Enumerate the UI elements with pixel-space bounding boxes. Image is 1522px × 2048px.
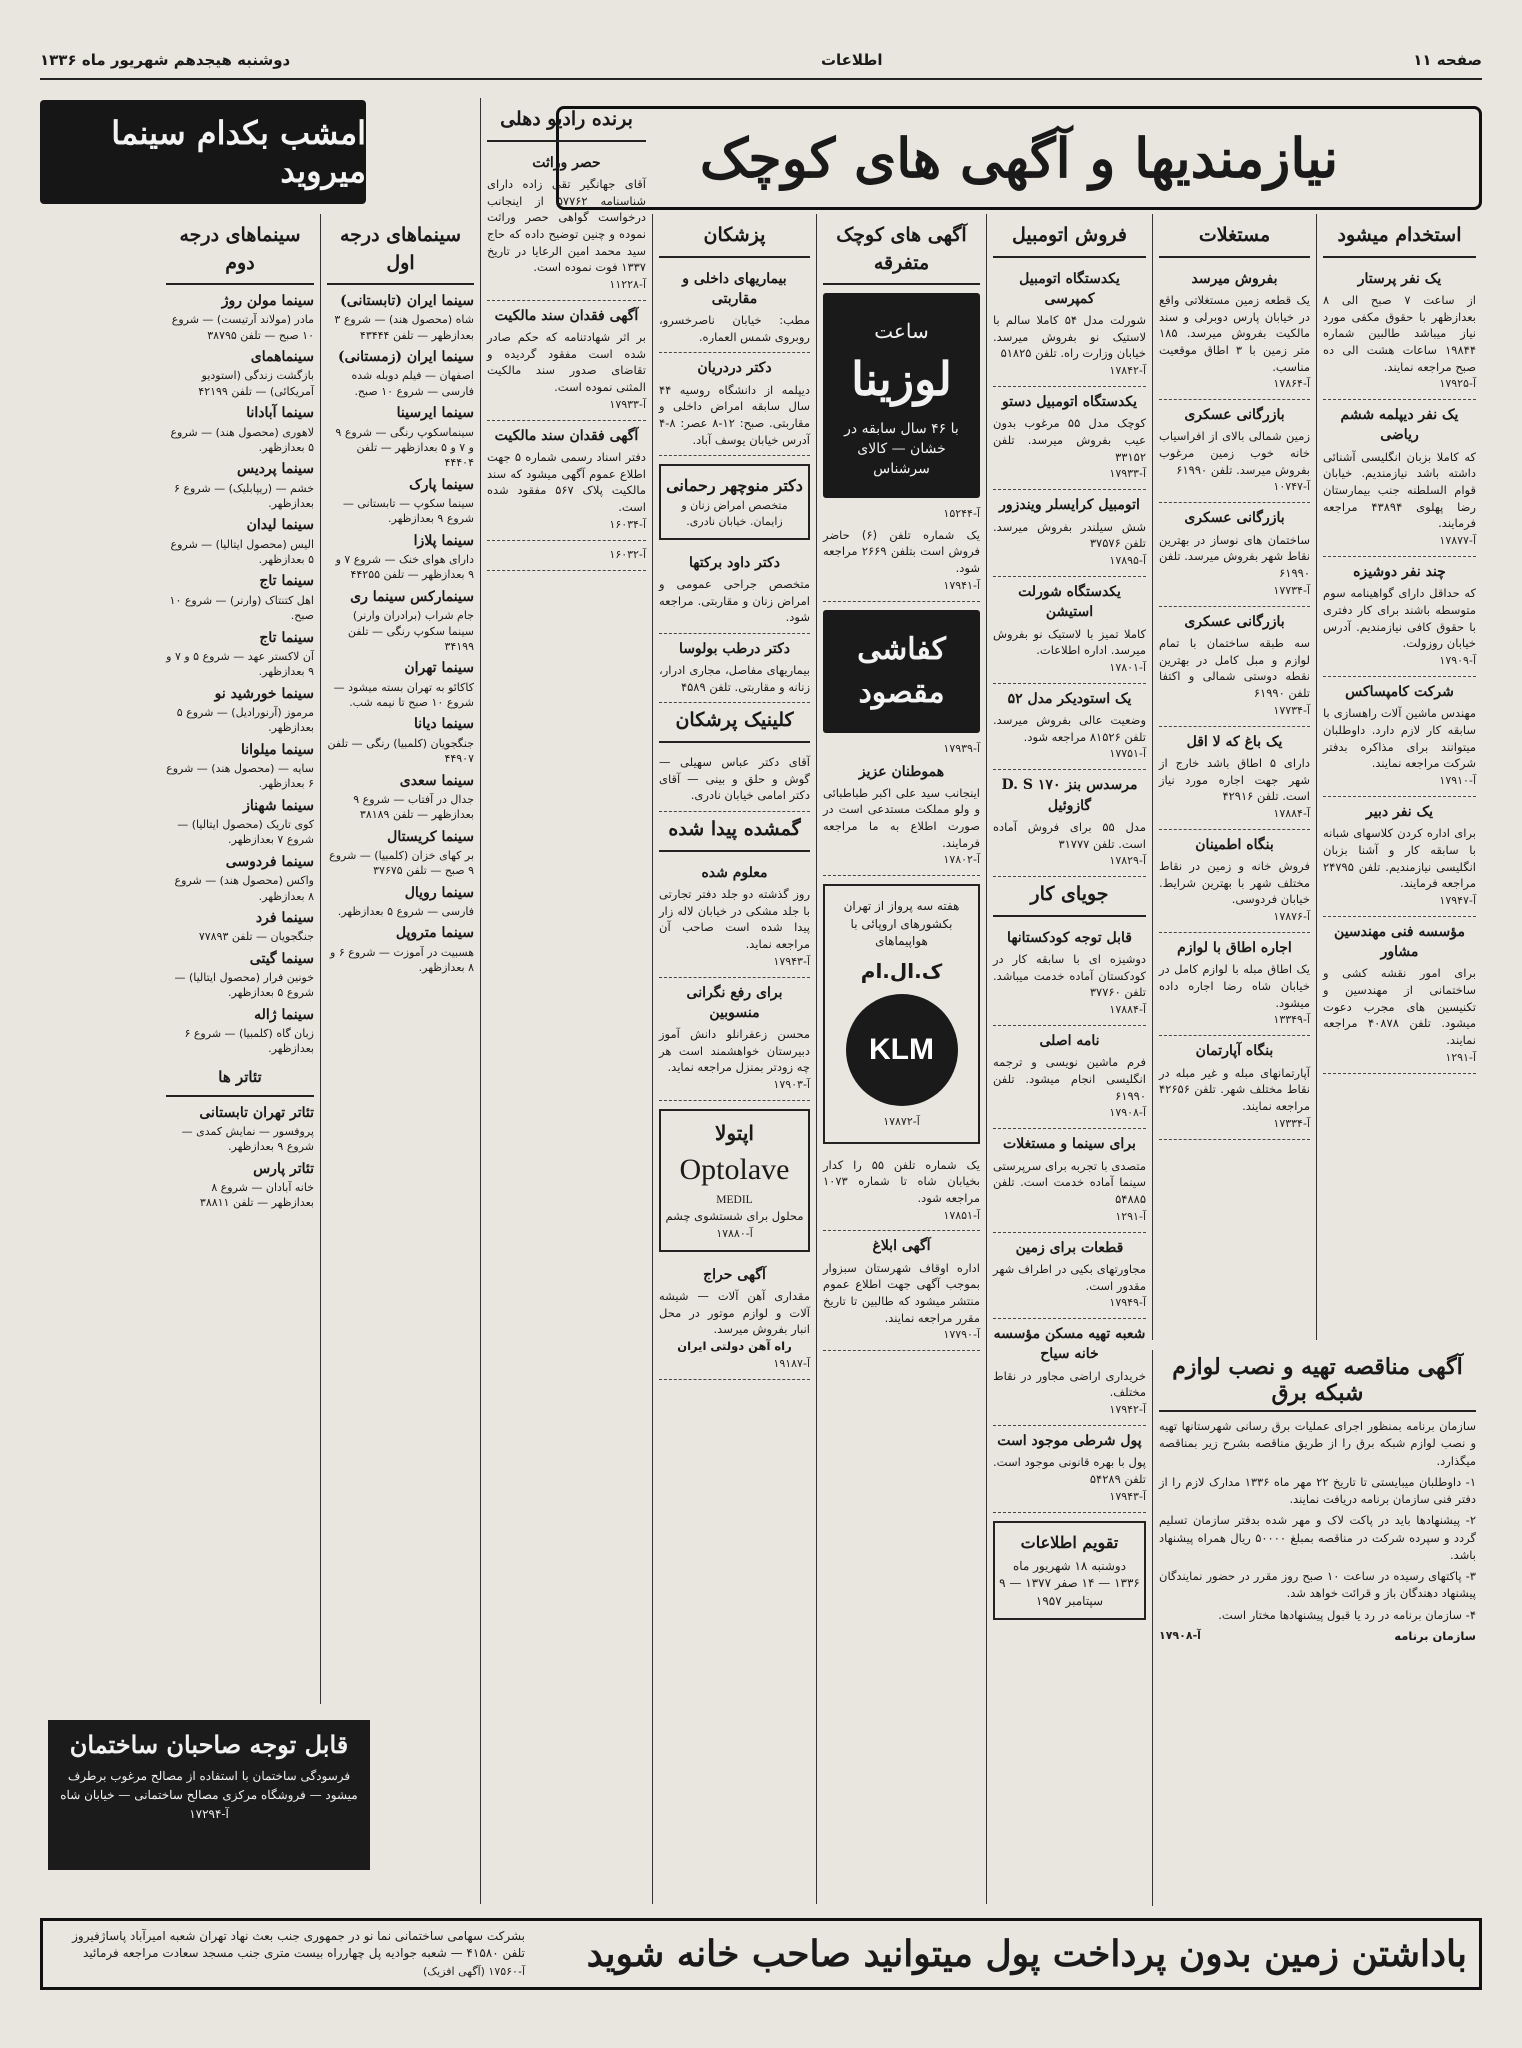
builders-ad: قابل توجه صاحبان ساختمان فرسودگی ساختمان با استفاده از مصالح مرغوب برطرف میشود — فروشگاه مرکزی مصالح ساختمانی — خیابان شاه آ-۱۷۲۹۴: [48, 1720, 370, 1870]
bottom-details: بشرکت سهامی ساختمانی نما نو در جمهوری جنب بعث نهاد تهران شعبه امیرآباد پاساژفیروز تلفن ۴۱۵۸۰ — شعبه جوادیه پل چهارراه بیست متری جنب مسجد سعادت مراجعه فرمائید آ-۱۷۵۶۰ (آگهی افزیک): [72, 1928, 525, 1978]
bottom-headline: باداشتن زمین بدون پرداخت پول میتوانید صاحب خانه شوید: [586, 1933, 1467, 1975]
employment-column: [1316, 214, 1482, 1340]
list-item: سینما گیتی خونین فرار (محصول ایتالیا) — شروع ۵ بعدازظهر.: [174, 950, 314, 1000]
list-item: سینما پلازا دارای هوای خنک — شروع ۷ و ۹ بعدازظهر — تلفن ۴۴۲۵۵: [335, 532, 474, 582]
list-item: سینما فرد جنگجویان — تلفن ۷۷۸۹۳: [198, 909, 314, 944]
list-item: سینما مولن روژ مادر (مولاند آرتیست) — شروع ۱۰ صبح — تلفن ۳۸۷۹۵: [171, 293, 314, 342]
auto-title: فروش اتومبیل: [993, 218, 1146, 258]
list-item: دکتر دردریان دیپلمه از دانشگاه روسیه ۴۴ سال سابقه امراض داخلی و مقاربتی. صبح: ۱۲-۸ عصر: ۸-۴ آدرس خیابان یوسف آباد.: [659, 353, 810, 456]
list-item: سینما لیدان الیس (محصول ایتالیا) — شروع ۵ بعدازظهر.: [170, 517, 314, 567]
list-item: یکدستگاه اتومبیل دستو کوچک مدل ۵۵ مرغوب بدون عیب بفروش میرسد. تلفن ۳۳۱۵۲ آ-۱۷۹۳۳: [993, 387, 1146, 490]
list-item: یکدستگاه شورلت استیشن کاملا تمیز با لاستیک نو بفروش میرسد. اداره اطلاعات. آ-۱۷۸۰۱: [993, 577, 1146, 684]
list-item: شرکت کامپساکس مهندس ماشین آلات راهسازی با سابقه کار لازم دارد. داوطلبان میتوانند برای مذاکره بدفتر شرکت مراجعه نمایند. آ-۱۷۹۱۰: [1323, 677, 1476, 797]
list-item: شعبه تهیه مسکن مؤسسه خانه سیاح خریداری اراضی مجاور در نقاط مختلف. آ-۱۷۹۴۲: [993, 1319, 1146, 1426]
tender-notice: آگهی مناقصه تهیه و نصب لوازم شبکه برق سازمان برنامه بمنظور اجرای عملیات برق رسانی شهرستانها تهیه و نصب لوازم شبکه برق را از طریق مناقصه بشرح زیر بمناقصه میگذارد. ۱- داوطلبان میبایستی تا تاریخ ۲۲ مهر ماه ۱۳۳۶ مدارک لازم را از دفتر فنی سازمان برنامه دریافت نمایند. ۲- پیشنهادها باید در پاکت لاک و مهر شده بدفتر سازمان تسلیم گردد و سپرده شرکت در مناقصه بمبلغ ۵۰۰۰۰ ریال همراه پیشنهاد باشد. ۳- پاکتهای رسیده در ساعت ۱۰ صبح روز مقرر در حضور نمایندگان پیشنهاد دهندگان باز و قرائت خواهد شد. ۴- سازمان برنامه در رد یا قبول پیشنهادها مختار است. سازمان برنامه آ-۱۷۹۰۸: [1152, 1350, 1482, 1906]
page-number: صفحه ۱۱: [1413, 51, 1482, 69]
list-item: معلوم شده روز گذشته دو جلد دفتر تجارتی با جلد مشکی در خیابان لاله زار پیدا شده است صاحب آن مراجعه نماید. آ-۱۷۹۴۳: [659, 858, 810, 978]
list-item: آگهی حراج مقداری آهن آلات — شیشه آلات و لوازم موتور در محل انبار بفروش میرسد. راه آهن دولتی ایران آ-۱۹۱۸۷: [659, 1260, 810, 1380]
list-item: قطعات برای زمین مجاورتهای بکیی در اطراف شهر مقدور است. آ-۱۷۹۴۹: [993, 1233, 1146, 1320]
list-item: آقای دکتر عباس سهیلی — گوش و حلق و بینی — آقای دکتر امامی خیابان نادری.: [659, 749, 810, 812]
list-item: برای رفع نگرانی منسوبین محسن زعفرانلو دانش آموز دبیرستان خواهشمند است هر چه زودتر بمنزل مراجعه نماید. آ-۱۷۹۰۳: [659, 978, 810, 1102]
list-item: سینما آبادانا لاهوری (محصول هند) — شروع ۵ بعدازظهر.: [170, 405, 314, 454]
list-item: سینما ایران (زمستانی) اصفهان — فیلم دوبله شده فارسی — شروع ۱۰ صبح.: [337, 349, 474, 398]
list-item: هموطنان عزیز اینجانب سید علی اکبر طباطبائی و ولو مملکت مستدعی است در صورت اطلاع به ما مراجعه فرمایند. آ-۱۷۸۰۲: [823, 757, 980, 877]
cinema-second-class-column: [160, 214, 320, 1704]
list-item: دکتر درطب بولوسا بیماریهای مفاصل، مجاری ادرار، زنانه و مقاربتی. تلفن ۴۵۸۹: [659, 634, 810, 704]
list-item: سینما تهران کاکائو به تهران بسته میشود — شروع ۱۰ صبح تا نیمه شب.: [333, 660, 474, 710]
doctor-card: دکتر منوچهر رحمانی متخصص امراض زنان و زایمان. خیابان نادری.: [659, 464, 810, 539]
list-item: سینما تاج اهل کتنتاک (وارنر) — شروع ۱۰ صبح.: [169, 573, 314, 623]
lost-found-title: گمشده پیدا شده: [659, 812, 810, 852]
property-column: [1152, 214, 1316, 1340]
shoe-shop-ad: کفاشی مقصود: [823, 610, 980, 733]
list-item: سینما شهناز کوی تاریک (محصول ایتالیا) — شروع ۷ بعدازظهر.: [177, 797, 314, 847]
list-item: سینما پارک سینما سکوپ — تابستانی — شروع ۹ بعدازظهر.: [342, 476, 474, 526]
property-title: مستغلات: [1159, 218, 1310, 258]
list-item: سینما رویال فارسی — شروع ۵ بعدازظهر.: [337, 884, 474, 918]
list-item: سینما فردوسی واکس (محصول هند) — شروع ۸ بعدازظهر.: [174, 853, 314, 903]
calendar-box: [993, 1521, 1146, 1620]
list-item: سینما سعدی جدال در آفتاب — شروع ۹ بعدازظهر — تلفن ۳۸۱۸۹: [353, 772, 474, 822]
list-item: یک استودیکر مدل ۵۲ وضعیت عالی بفروش میرسد. تلفن ۸۱۵۲۶ مراجعه شود. آ-۱۷۷۵۱: [993, 684, 1146, 771]
list-item: سینما کریستال بر کهای خزان (کلمبیا) — شروع ۹ صبح — تلفن ۳۷۶۷۵: [329, 828, 474, 878]
issue-date: دوشنبه هیجدهم شهریور ماه ۱۳۳۶: [40, 51, 291, 69]
misc-title: آگهی های کوچک متفرقه: [823, 218, 980, 285]
list-item: بفروش میرسد یک قطعه زمین مستغلاتی واقع در خیابان پارس دوبرلی و سند مالکیت بفروش میرسد. ۱۸۵ متر زمین با ۳ اطاق موقعیت مناسب. آ-۱۷۸۶۴: [1159, 264, 1310, 401]
legal-title: برنده رادیو دهلی: [487, 102, 646, 142]
list-item: سینماهمای بازگشت زندگی (استودیو آمریکائی) — تلفن ۴۲۱۹۹: [198, 349, 314, 398]
misc-column: [816, 214, 986, 1904]
first-class-title: سینماهای درجه اول: [327, 218, 474, 285]
bottom-banner-ad: [40, 1918, 1482, 1990]
list-item: یک نفر پرستار از ساعت ۷ صبح الی ۸ بعدازظهر با حقوق مکفی مورد نیاز میباشد طالبین شماره ۱۹۸۴۴ ساعات هشت الی ده صبح مراجعه نمایند. آ-۱۷۹۲۵: [1323, 264, 1476, 401]
list-item: اجاره اطاق با لوازم یک اطاق مبله با لوازم کامل در خیابان شاه رضا اجاره داده میشود. آ-۱۳۳۴۹: [1159, 933, 1310, 1036]
cinema-first-class-column: [320, 214, 480, 1704]
list-item: دکتر داود برکتها متخصص جراحی عمومی و امراض زنان و مقاربتی. مراجعه شود.: [659, 548, 810, 634]
list-item: سینما خورشید نو مرموز (آرنورادیل) — شروع ۵ بعدازظهر.: [176, 685, 314, 735]
list-item: سینما دیانا جنگجویان (کلمبیا) رنگی — تلفن ۴۴۹۰۷: [327, 716, 474, 766]
second-class-title: سینماهای درجه دوم: [166, 218, 314, 285]
list-item: آگهی فقدان سند مالکیت دفتر اسناد رسمی شماره ۵ جهت اطلاع عموم آگهی میشود که سند مالکیت پلاک ۵۶۷ مفقود شده است. آ-۱۶۰۳۴: [487, 421, 646, 541]
calendar-title: تقویم اطلاعات: [1020, 1532, 1119, 1552]
list-item: تئاتر پارس خانه آبادان — شروع ۸ بعدازظهر — تلفن ۳۸۸۱۱: [199, 1160, 314, 1210]
watch-ad: ساعت لوزینا با ۴۶ سال سابقه در خشان — کالای سرشناس: [823, 293, 980, 498]
tender-signature: سازمان برنامه: [1394, 1628, 1476, 1643]
list-item: یک نفر دیپلمه ششم ریاضی که کاملا بزبان انگلیسی آشنائی داشته باشد نیازمندیم. خیابان قوام السلطنه جنب بیمارستان رضا پهلوی ۴۳۸۹۴ مراجعه فرمایند. آ-۱۷۸۷۷: [1323, 400, 1476, 557]
job-seekers-title: جویای کار: [993, 877, 1146, 917]
list-item: سینما ایران (تابستانی) شاه (محصول هند) — شروع ۳ بعدازظهر — تلفن ۴۳۴۴۴: [334, 293, 474, 342]
list-item: آ-۱۶۰۳۲: [487, 541, 646, 571]
tender-title: آگهی مناقصه تهیه و نصب لوازم شبکه برق: [1159, 1354, 1476, 1412]
list-item: یک باغ که لا اقل دارای ۵ اطاق باشد خارج از شهر جهت اجاره مورد نیاز است. تلفن ۴۲۹۱۶ آ-۱۷۸۸۴: [1159, 727, 1310, 830]
list-item: سینمارکس سینما ری جام شراب (برادران وارنر) سینما سکوپ رنگی — تلفن ۳۴۱۹۹: [347, 588, 474, 653]
cinema-banner: امشب بکدام سینما میروید: [40, 100, 366, 204]
ad-code: آ-۱۷۹۳۹: [943, 741, 980, 755]
list-item: مرسدس بنز ۱۷۰ D. S گازوئیل مدل ۵۵ برای فروش آماده است. تلفن ۳۱۷۷۷ آ-۱۷۸۲۹: [993, 770, 1146, 877]
optolave-ad: اپتولا Optolave MEDIL محلول برای شستشوی چشم آ-۱۷۸۸۰: [659, 1109, 810, 1252]
tender-code: آ-۱۷۹۰۸: [1159, 1628, 1201, 1642]
list-item: بنگاه اطمینان فروش خانه و زمین در نقاط مختلف شهر با بهترین شرایط. خیابان فردوسی. آ-۱۷۸۷۶: [1159, 830, 1310, 933]
list-item: بازرگانی عسکری ساختمان های نوساز در بهترین نقاط شهر بفروش میرسد. تلفن ۶۱۹۹۰ آ-۱۷۷۳۴: [1159, 503, 1310, 606]
list-item: سینما پردیس خشم — (ریپابلیک) — شروع ۶ بعدازظهر.: [174, 461, 314, 511]
list-item: تئاتر تهران تابستانی پروفسور — نمایش کمدی — شروع ۹ بعدازظهر.: [181, 1104, 314, 1154]
list-item: چند نفر دوشیزه که حداقل دارای گواهینامه سوم متوسطه باشند برای کار دفتری با حقوق کافی نیازمندیم. آدرس خیابان روزولت. آ-۱۷۹۰۹: [1323, 557, 1476, 677]
calendar-text: دوشنبه ۱۸ شهریور ماه ۱۳۳۶ — ۱۴ صفر ۱۳۷۷ — ۹ سپتامبر ۱۹۵۷: [999, 1558, 1140, 1608]
list-item: اتومبیل کرایسلر ویندزور شش سیلندر بفروش میرسد. تلفن ۳۷۵۷۶ آ-۱۷۸۹۵: [993, 490, 1146, 577]
list-item: بیماریهای داخلی و مقاربتی مطب: خیابان ناصرخسرو، روبروی شمس العماره.: [659, 264, 810, 354]
list-item: یک نفر دبیر برای اداره کردن کلاسهای شبانه با سابقه کار و آشنا بزبان انگلیسی نیازمندیم. تلفن ۲۴۷۹۵ مراجعه فرمایند. آ-۱۷۹۴۷: [1323, 797, 1476, 917]
list-item: حصر وراثت آقای جهانگیر تقی زاده دارای شناسنامه ۵۷۷۶۲ از اینجانب درخواست گواهی حصر وراثت نموده و چنین توضیح داده که حاج سید محمد امین الرعایا در تاریخ ۱۳۳۷ فوت نموده است. آ-۱۱۲۲۸: [487, 148, 646, 301]
list-item: سینما ژاله زبان گاه (کلمبیا) — شروع ۶ بعدازظهر.: [184, 1006, 314, 1056]
doctors-column: [652, 214, 816, 1904]
paper-name: اطلاعات: [820, 51, 883, 69]
list-item: یکدستگاه اتومبیل کمپرسی شورلت مدل ۵۴ کاملا سالم با لاستیک نو بفروش میرسد. خیابان وزارت راه. تلفن ۵۱۸۲۵ آ-۱۷۸۴۲: [993, 264, 1146, 388]
list-item: یک شماره تلفن (۶) حاضر فروش است بتلفن ۲۶۶۹ مراجعه شود. آ-۱۷۹۴۱: [823, 522, 980, 602]
legal-column: [480, 98, 652, 1904]
theaters-title: تئاتر ها: [166, 1063, 314, 1097]
list-item: سینما میلوانا سایه — (محصول هند) — شروع ۶ بعدازظهر.: [166, 741, 314, 791]
list-item: قابل توجه کودکستانها دوشیزه ای با سابقه کار در کودکستان آماده خدمت میباشد. تلفن ۳۷۷۶۰ آ-۱۷۸۸۴: [993, 923, 1146, 1026]
list-item: یک شماره تلفن ۵۵ را کدار بخیابان شاه تا شماره ۱۰۷۳ مراجعه شود. آ-۱۷۸۵۱: [823, 1152, 980, 1232]
list-item: سینما متروپل هسبیت در آموزت — شروع ۶ و ۸ بعدازظهر.: [330, 925, 474, 975]
doctors-title: پزشکان: [659, 218, 810, 258]
clinic-title: کلینیک پرشکان: [659, 703, 810, 743]
list-item: بازرگانی عسکری زمین شمالی بالای از افراسیاب خانه خوب زمین مرغوب بفروش میرسد. تلفن ۶۱۹۹۰ آ-۱۰۷۴۷: [1159, 400, 1310, 503]
list-item: آگهی ابلاغ اداره اوقاف شهرستان سبزوار بموجب آگهی جهت اطلاع عموم منتشر میشود که طالبین تا تاریخ مقرر مراجعه نمایند. آ-۱۷۷۹۰: [823, 1231, 980, 1351]
list-item: پول شرطی موجود است پول با بهره قانونی موجود است. تلفن ۵۴۲۸۹ آ-۱۷۹۴۳: [993, 1426, 1146, 1513]
page-header: [40, 42, 1482, 80]
klm-ad: هفته سه پرواز از تهران بکشورهای اروپائی با هواپیماهای ک.ال.ام KLM آ-۱۷۸۷۲: [823, 884, 980, 1143]
list-item: بازرگانی عسکری سه طبقه ساختمان با تمام لوازم و مبل کامل در بهترین نقطه دوستی شمالی و اکتفا تلفن ۶۱۹۹۰ آ-۱۷۷۳۴: [1159, 607, 1310, 727]
ad-code: آ-۱۵۲۴۴: [943, 506, 980, 520]
auto-column: [986, 214, 1152, 1904]
klm-logo: KLM: [846, 994, 958, 1106]
list-item: سینما تاج آن لاکستر عهد — شروع ۵ و ۷ و ۹ بعدازظهر.: [166, 629, 314, 679]
list-item: برای سینما و مستغلات متصدی با تجربه برای سرپرستی سینما آماده خدمت است. تلفن ۵۴۸۸۵ آ-۱۲۹۱: [993, 1129, 1146, 1232]
list-item: بنگاه آپارتمان آپارتمانهای مبله و غیر مبله در نقاط مختلف شهر. تلفن ۴۲۶۵۶ مراجعه نمایند. آ-۱۷۳۳۴: [1159, 1036, 1310, 1139]
classifieds-banner: نیازمندیها و آگهی های کوچک: [556, 106, 1482, 210]
list-item: مؤسسه فنی مهندسین مشاور برای امور نقشه کشی و ساختمانی از مهندسین و تکنیسین های مجرب دعوت میشود. تلفن ۴۰۸۷۸ مراجعه نمایند. آ-۱۲۹۱: [1323, 917, 1476, 1074]
list-item: آگهی فقدان سند مالکیت بر اثر شهادتنامه که حکم صادر شده است مفقود گردیده و تقاضای صدور سند مالکیت المثنی نموده است. آ-۱۷۹۳۳: [487, 301, 646, 421]
employment-title: استخدام میشود: [1323, 218, 1476, 258]
list-item: سینما ایرسینا سینماسکوپ رنگی — شروع ۹ و ۷ و ۵ بعدازظهر — تلفن ۴۴۴۰۴: [335, 405, 474, 470]
list-item: نامه اصلی فرم ماشین نویسی و ترجمه انگلیسی انجام میشود. تلفن ۶۱۹۹۰ آ-۱۷۹۰۸: [993, 1026, 1146, 1129]
